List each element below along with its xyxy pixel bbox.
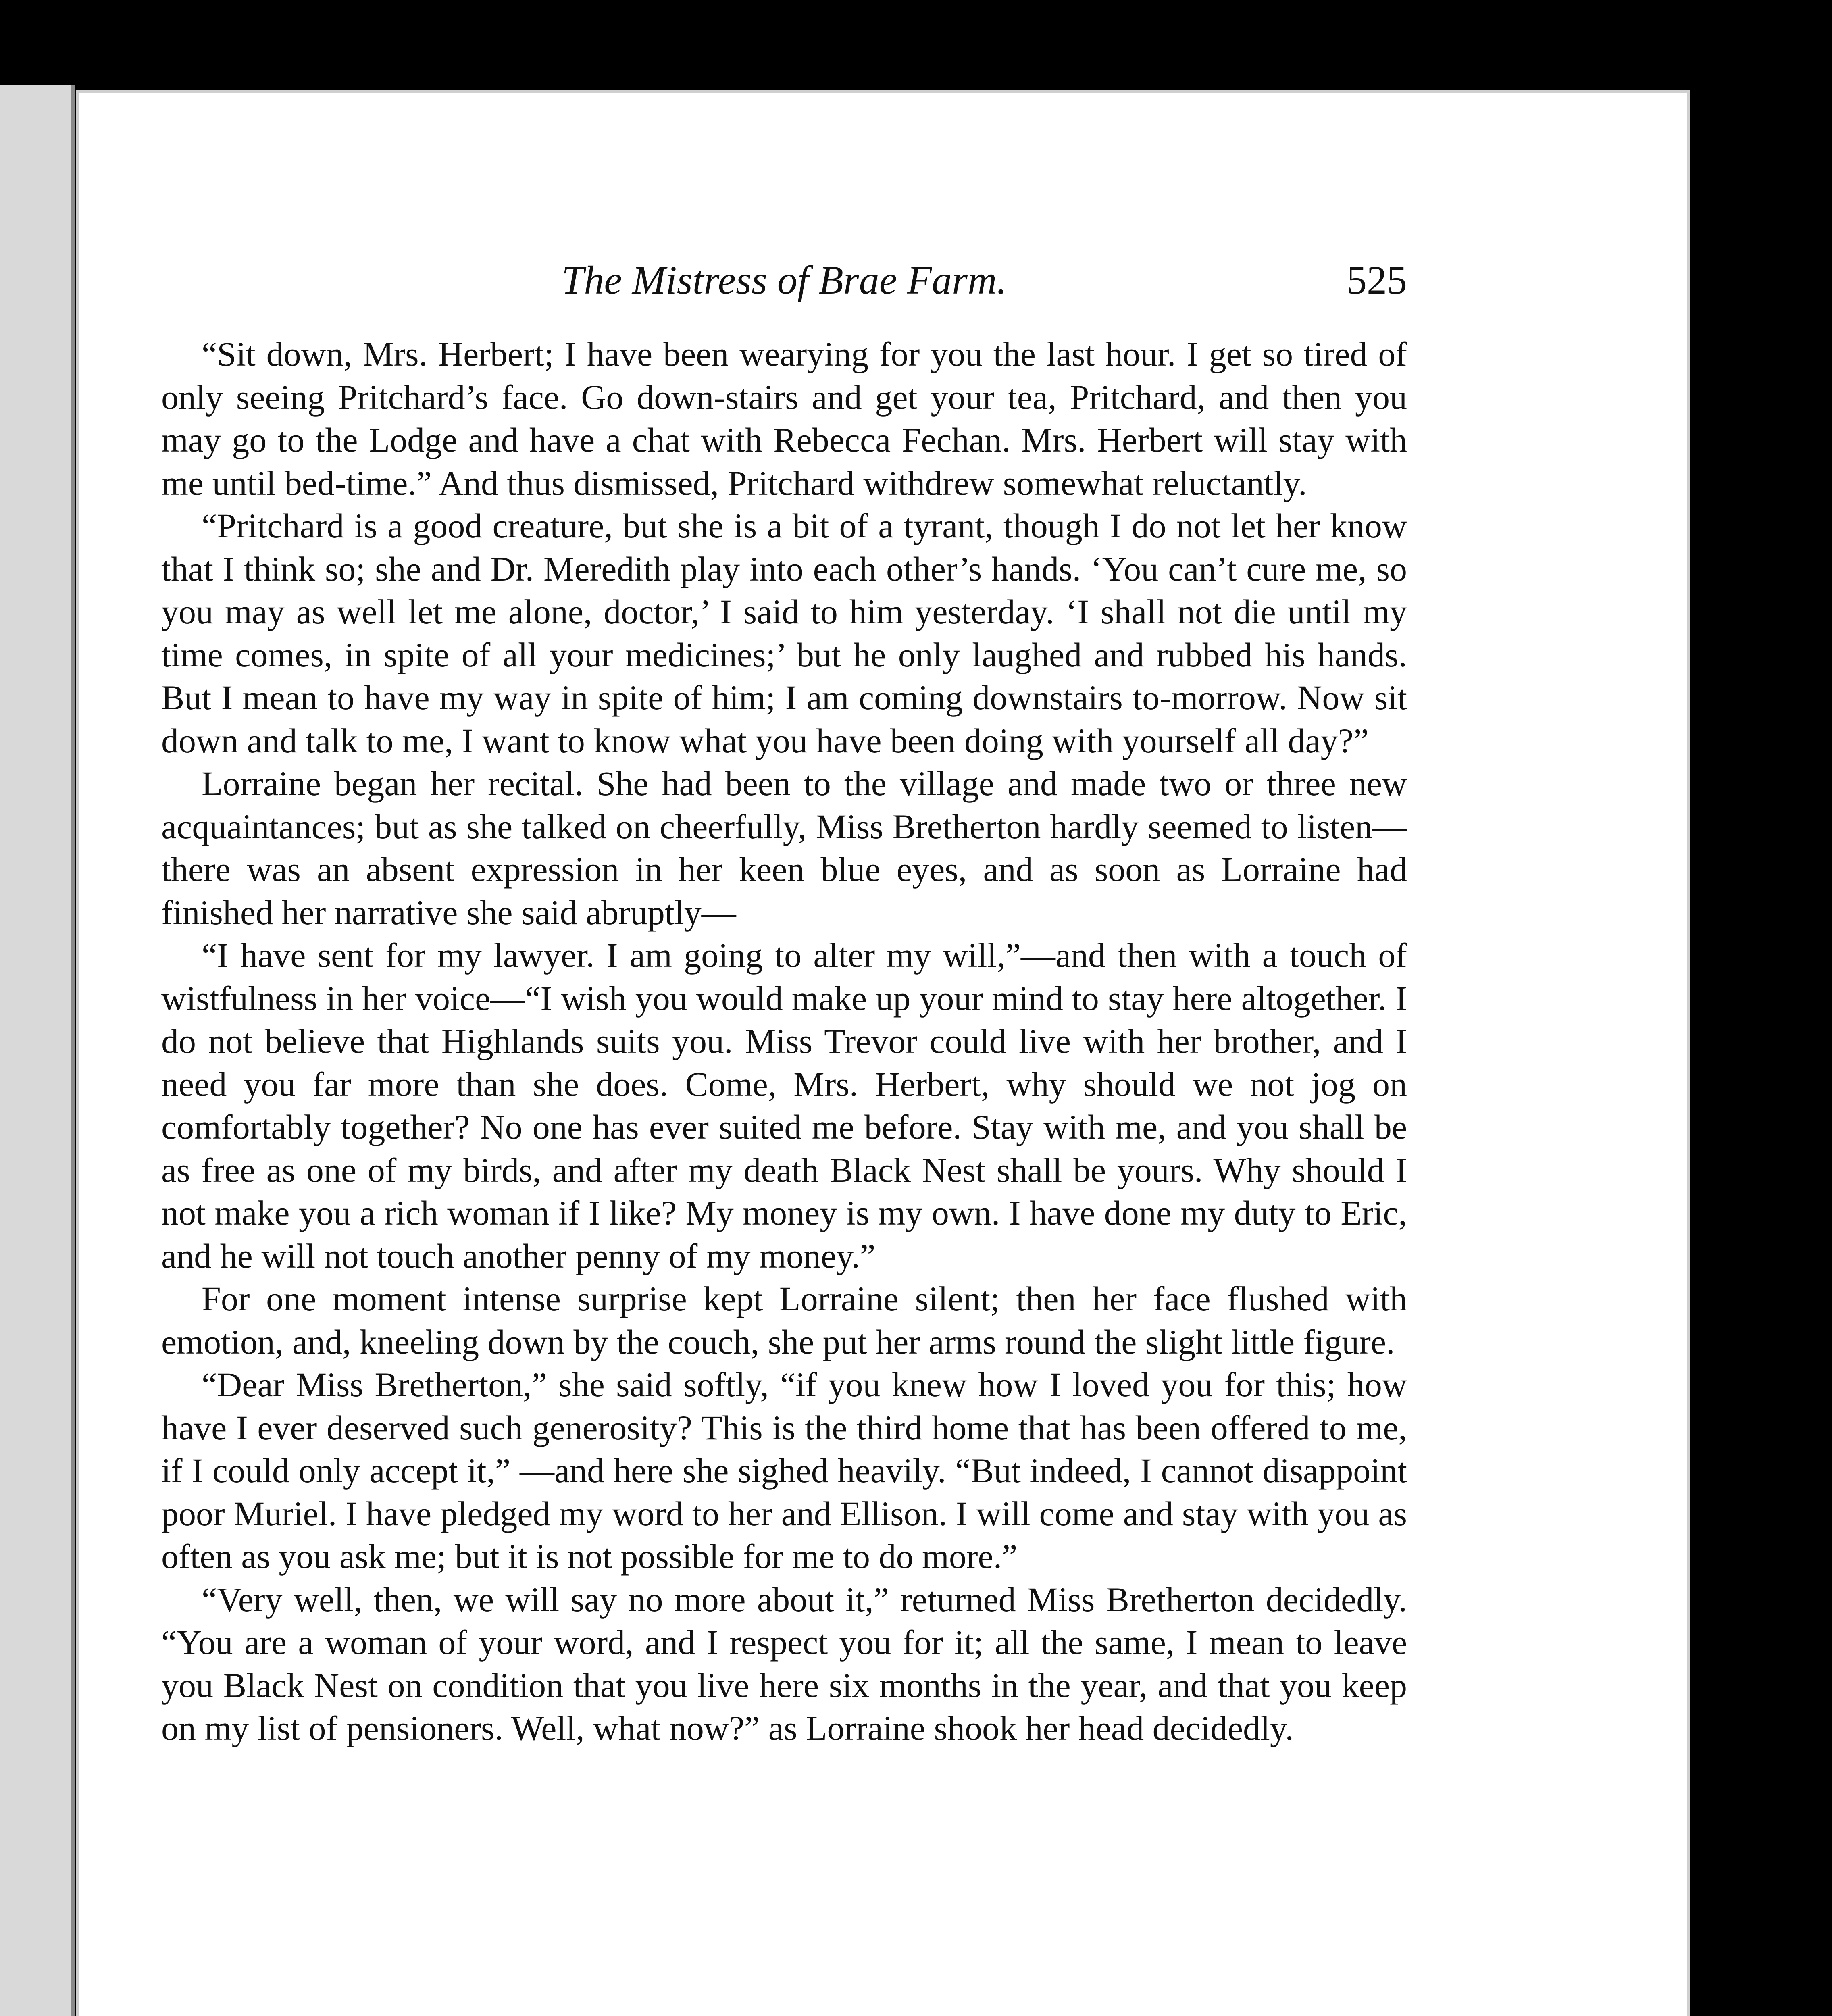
paragraph: “Pritchard is a good creature, but she is a bit of a tyrant, though I do not let her know that I think so; she and Dr. Meredith play into each other’s hands. ‘You can’t cure me, so you may as well let me alone, doctor,’ I said to him yesterday. ‘I shall not die until my time comes, in spite of all your medicines;’ but he only laughed and rubbed his hands. But I mean to have my way in spite of him; I am coming downstairs to-morrow. Now sit down and talk to me, I want to know what you have been doing with yourself all day?” <box>161 506 1407 760</box>
paragraph: For one moment intense surprise kept Lorraine silent; then her face flushed with emotion, and, kneeling down by the couch, she put her arms round the slight little figure. <box>161 1279 1407 1361</box>
paragraph: “Dear Miss Bretherton,” she said softly, “if you knew how I loved you for this; how have I ever deserved such generosity? This is the third home that has been offered to me, if I could only accept it,” —and here she sighed heavily. “But indeed, I cannot disappoint poor Muriel. I have pledged my word to her and Ellison. I will come and stay with you as often as you ask me; but it is not possible for me to do more.” <box>161 1365 1407 1576</box>
paragraph: “I have sent for my lawyer. I am going to alter my will,”—and then with a touch of wistfulness in her voice—“I wish you would make up your mind to stay here altogether. I do not believe that Highlands suits you. Miss Trevor could live with her brother, and I need you far more than she does. Come, Mrs. Herbert, why should we not jog on comfortably together? No one has ever suited me before. Stay with me, and you shall be as free as one of my birds, and after my death Black Nest shall be yours. Why should I not make you a rich woman if I like? My money is my own. I have done my duty to Eric, and he will not touch another penny of my money.” <box>161 936 1407 1275</box>
paragraph: Lorraine began her recital. She had been to the village and made two or three new acquaintances; but as she talked on cheerfully, Miss Bretherton hardly seemed to listen—there was an absent expression in her keen blue eyes, and as soon as Lorraine had finished her narrative she said abruptly— <box>161 764 1407 932</box>
page-header <box>161 250 1407 310</box>
paragraph: “Sit down, Mrs. Herbert; I have been wearying for you the last hour. I get so tired of only seeing Pritchard’s face. Go down-stairs and get your tea, Pritchard, and then you may go to the Lodge and have a chat with Rebecca Fechan. Mrs. Herbert will stay with me until bed-time.” And thus dismissed, Pritchard withdrew somewhat reluctantly. <box>161 335 1407 502</box>
running-title: The Mistress of Brae Farm. <box>561 258 1007 302</box>
body-text <box>161 333 1407 1750</box>
left-page-edge <box>0 85 75 2016</box>
paragraph: “Very well, then, we will say no more about it,” returned Miss Bretherton decidedly. “You are a woman of your word, and I respect you for it; all the same, I mean to leave you Black Nest on condition that you live here six months in the year, and that you keep on my list of pensioners. Well, what now?” as Lorraine shook her head decidedly. <box>161 1580 1407 1747</box>
page-number: 525 <box>1347 258 1407 302</box>
